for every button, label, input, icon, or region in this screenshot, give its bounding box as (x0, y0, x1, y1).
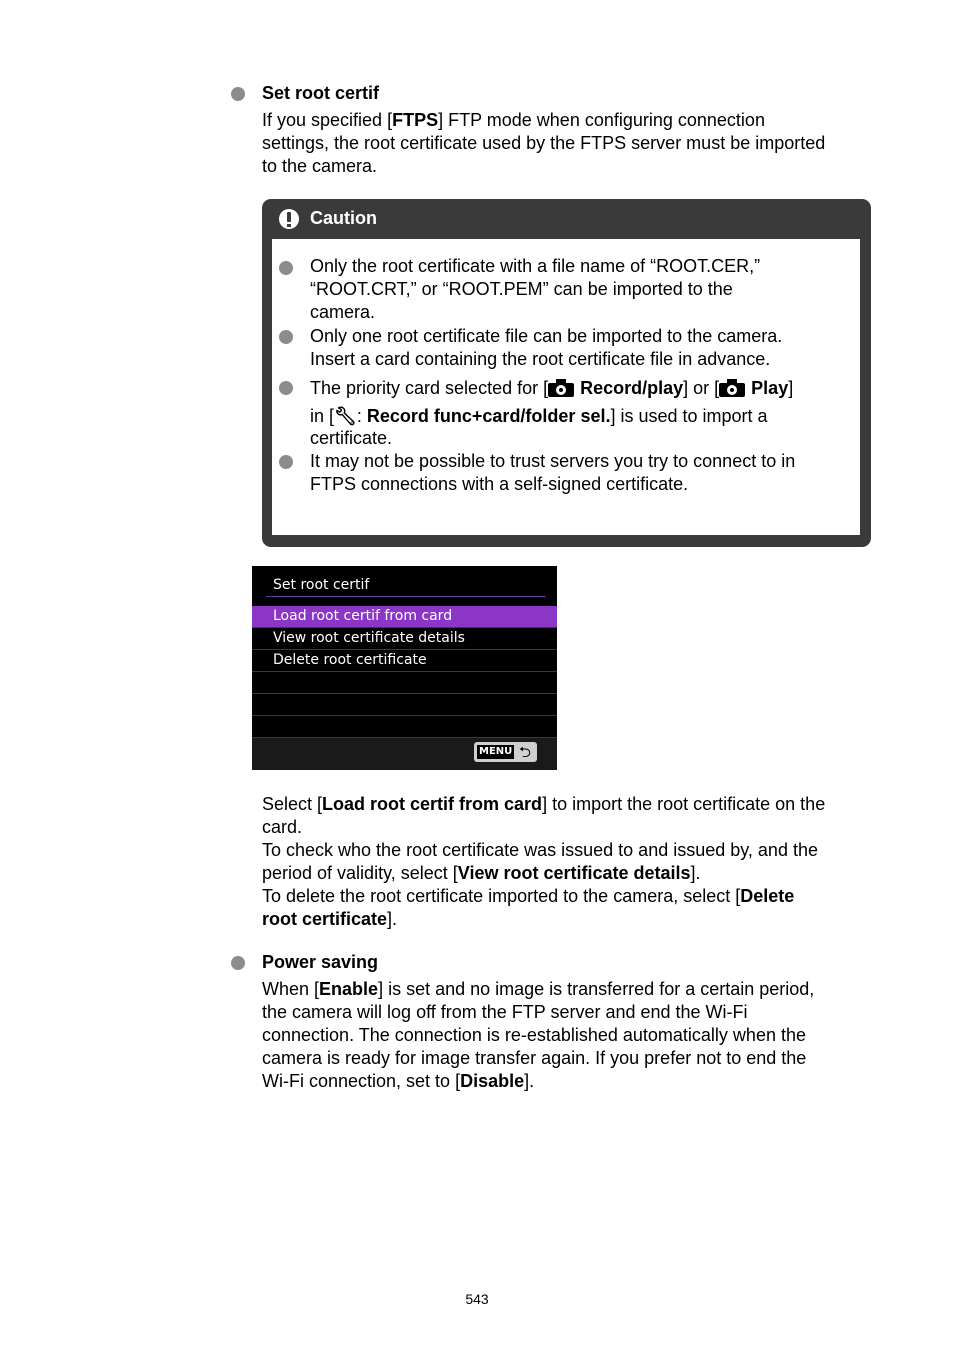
caution-item-4 (310, 450, 860, 496)
menu-button-label: MENU (479, 746, 513, 757)
bullet-icon (279, 330, 293, 344)
caution-item-3 (310, 375, 860, 450)
text-line: settings, the root certificate used by the FTPS server must be imported (262, 133, 826, 153)
camera-icon (719, 379, 745, 397)
text-line: connection. The connection is re-established automatically when the (262, 1025, 806, 1045)
menu-back-button[interactable] (474, 742, 537, 762)
bullet-icon (231, 956, 245, 970)
page-number: 543 (465, 1291, 489, 1307)
text-line: period of validity, select [View root certificate details]. (262, 863, 701, 883)
text-line: camera. (310, 302, 376, 322)
text-line: card. (262, 817, 303, 837)
camera-menu-screenshot (252, 566, 557, 770)
bullet-icon (279, 261, 293, 275)
text-line: It may not be possible to trust servers you try to connect to in (310, 451, 796, 471)
text-line: Insert a card containing the root certificate file in advance. (310, 349, 771, 369)
text-line: in [🔧︎: Record func+card/folder sel.] is used to import a (310, 403, 860, 427)
section-heading-power-saving: Power saving (262, 952, 379, 972)
text-line: Wi-Fi connection, set to [Disable]. (262, 1071, 535, 1091)
text-line: root certificate]. (262, 909, 398, 929)
menu-item-label: Delete root certificate (273, 652, 427, 668)
section1-paragraph (262, 109, 882, 178)
text-line: If you specified [FTPS] FTP mode when configuring connection (262, 110, 765, 130)
text-line: certificate. (310, 428, 393, 448)
caution-item-2 (310, 325, 860, 371)
bullet-icon (279, 381, 293, 395)
menu-item-label: Load root certif from card (273, 608, 453, 624)
text-line: The priority card selected for [ Record/play] or [ Play] (310, 378, 794, 398)
caution-header (262, 199, 871, 237)
section-heading-set-root-certif: Set root certif (262, 83, 380, 103)
menu-row-empty (252, 672, 557, 694)
menu-item-load-root-certif[interactable] (252, 606, 557, 628)
bullet-icon (231, 87, 245, 101)
menu-item-delete-root-certificate[interactable] (252, 650, 557, 672)
warning-icon (279, 209, 299, 229)
menu-item-view-root-certificate[interactable] (252, 628, 557, 650)
menu-row-empty (252, 694, 557, 716)
text-line: When [Enable] is set and no image is transferred for a certain period, (262, 979, 815, 999)
caution-body (272, 239, 860, 535)
text-line: To delete the root certificate imported to the camera, select [Delete (262, 886, 795, 906)
text-line: to the camera. (262, 156, 378, 176)
text-line: camera is ready for image transfer again. If you prefer not to end the (262, 1048, 807, 1068)
menu-divider (266, 596, 546, 597)
text-line: FTPS connections with a self-signed certificate. (310, 474, 689, 494)
bullet-icon (279, 455, 293, 469)
text-line: the camera will log off from the FTP server and end the Wi-Fi (262, 1002, 748, 1022)
return-arrow-icon: ⮌ (519, 743, 532, 761)
camera-icon (548, 379, 574, 397)
menu-row-empty (252, 716, 557, 738)
text-line: Only the root certificate with a file name of “ROOT.CER,” (310, 256, 761, 276)
text-line: “ROOT.CRT,” or “ROOT.PEM” can be imported to the (310, 279, 733, 299)
caution-item-1 (310, 255, 860, 324)
menu-item-label: View root certificate details (273, 630, 465, 646)
section2-paragraph (262, 978, 882, 1093)
caution-box (262, 199, 871, 547)
text-line: Select [Load root certif from card] to import the root certificate on the (262, 794, 826, 814)
caution-title: Caution (310, 208, 377, 228)
text-line: Only one root certificate file can be imported to the camera. (310, 326, 783, 346)
menu-description (262, 793, 882, 931)
wrench-icon: 🔧︎ (334, 406, 357, 426)
menu-title: Set root certif (273, 577, 370, 593)
text-line: To check who the root certificate was issued to and issued by, and the (262, 840, 818, 860)
